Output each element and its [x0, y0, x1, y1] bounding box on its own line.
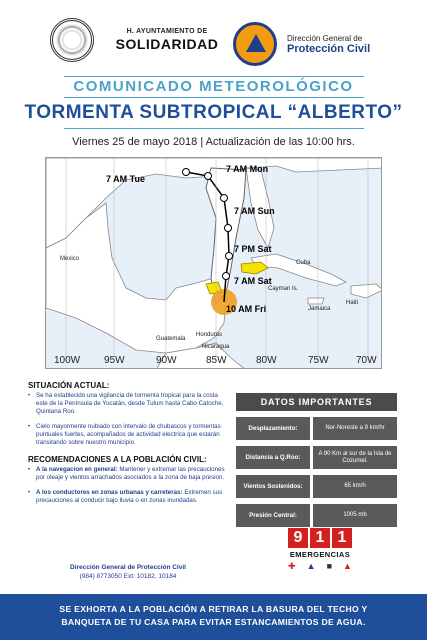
axis-tick-label: 85W [206, 355, 227, 366]
ayuntamiento-line1: H. AYUNTAMIENTO DE [126, 28, 208, 35]
track-label: 7 AM Sat [234, 276, 272, 286]
emergency-digits [288, 528, 352, 548]
track-label: 7 AM Tue [106, 174, 146, 184]
track-label: 7 AM Mon [226, 164, 269, 174]
table-row [236, 475, 397, 498]
list-item: • Se ha establecido una vigilancia de tormenta tropical para la costa este de la Península de Yucatán, desde Tulum hasta Cabo Catoche, Quintana Roo. [28, 392, 228, 417]
track-label: 7 PM Sat [234, 244, 272, 254]
header-logos [0, 8, 427, 68]
dgpc-line1: Dirección General de [287, 34, 363, 43]
recomendacion-lead: A la navegacion en general: [36, 466, 118, 474]
recomendaciones-title: RECOMENDACIONES A LA POBLACIÓN CIVIL: [28, 455, 207, 465]
emergencias-label: EMERGENCIAS [289, 550, 351, 559]
place-label: Nicaragua [202, 344, 230, 350]
storm-title: TORMENTA SUBTROPICAL “ALBERTO” [24, 102, 403, 123]
axis-tick-label: 70W [356, 355, 377, 366]
axis-tick-label: 80W [256, 355, 277, 366]
banner-line1: SE EXHORTA A LA POBLACIÓN A RETIRAR LA BASURA DEL TECHO Y [59, 604, 368, 614]
emergencias-911-logo [288, 528, 352, 572]
list-item: • A la navegacion en general: Mantener y extremar las precauciones por oleaje y vientos arrachados asociados a la zona de baja presion. [28, 466, 225, 482]
banner-line2: BANQUETA DE TU CASA PARA EVITAR ESTANCAMIENTOS DE AGUA. [61, 617, 366, 627]
police-cap-icon: ▲ [306, 561, 316, 571]
contact-name: Dirección General de Protección Civil [70, 564, 186, 571]
dgpc-logo-text [287, 34, 370, 55]
emergency-digit: 1 [332, 528, 352, 548]
recomendacion-lead: A los conductores en zonas urbanas y carreteras: [36, 488, 183, 496]
date-line: Viernes 25 de mayo 2018 | Actualización de las 10:00 hrs. [72, 136, 355, 148]
situacion-text: Se ha establecido una vigilancia de tormenta tropical para la costa este de la Península de Yucatán, desde Tulum hasta Cabo Catoche, Quintana Roo. [36, 392, 224, 416]
axis-tick-label: 100W [54, 355, 81, 366]
datos-value: 1005 mb [313, 504, 397, 527]
red-cross-icon: ✚ [288, 561, 296, 571]
table-row [236, 504, 397, 527]
ayuntamiento-logo [112, 28, 222, 52]
footer-banner [0, 594, 427, 640]
divider [64, 128, 364, 129]
list-item: • Cielo mayormente nublado con intervalo de chubascos y tormentas puntuales fuertes, acompañados de actividad electrica que estarán transitando sobre nuestro municipio. [28, 423, 228, 448]
contact-phone: (984) 8773050 Ext: 10182, 10184 [79, 573, 177, 580]
datos-key: Vientos Sostenidos: [236, 475, 310, 498]
table-row [236, 417, 397, 440]
place-label: Guatemala [156, 336, 186, 342]
datos-value: 65 km/h [313, 475, 397, 498]
axis-tick-label: 90W [156, 355, 177, 366]
axis-tick-label: 75W [308, 355, 329, 366]
axis-tick-label: 95W [104, 355, 125, 366]
fire-icon: ▲ [343, 561, 352, 571]
place-label: Jamaica [308, 306, 331, 312]
table-row [236, 446, 397, 469]
dgpc-line2: Protección Civil [287, 43, 371, 55]
divider [64, 97, 364, 98]
ayuntamiento-line2: SOLIDARIDAD [115, 36, 219, 52]
datos-key: Presión Central: [236, 504, 310, 527]
storm-track-map [45, 157, 382, 369]
track-label: 10 AM Fri [226, 304, 267, 314]
situacion-text: Cielo mayormente nublado con intervalo de chubascos y tormentas puntuales fuertes, acompañados de actividad electrica que estarán transitando sobre nuestro municipio. [36, 422, 221, 447]
municipal-seal-icon [50, 18, 94, 62]
info-column [28, 381, 228, 505]
datos-key: Desplazamiento: [236, 417, 310, 440]
place-label: Cayman Is. [268, 286, 299, 292]
emergency-digit: 9 [288, 528, 308, 548]
datos-value: A 90 Km al sur de la Isla de Cozumel. [313, 446, 397, 469]
place-label: Mexico [60, 256, 80, 262]
contact-info [28, 563, 228, 581]
ambulance-icon: ■ [326, 561, 332, 571]
place-label: Honduras [196, 332, 223, 338]
situacion-title: SITUACIÓN ACTUAL: [28, 381, 110, 390]
place-label: Cuba [296, 260, 311, 266]
datos-key: Distancia a Q.Roo: [236, 446, 310, 469]
comunicado-title: COMUNICADO METEOROLÓGICO [73, 78, 354, 95]
datos-value: Nor-Noreste a 9 km/hr [313, 417, 397, 440]
emergency-digit: 1 [310, 528, 330, 548]
list-item: • A los conductores en zonas urbanas y carreteras: Extremen sus precauciones al conducir bajo lluvia o en zonas inundadas. [28, 488, 223, 504]
divider [64, 76, 364, 77]
recomendacion-text: Extremen sus precauciones al conducir bajo lluvia o en zonas inundadas. [36, 488, 223, 504]
datos-title: DATOS IMPORTANTES [236, 393, 397, 411]
datos-importantes-panel [236, 393, 397, 527]
proteccion-civil-logo-icon [233, 22, 277, 66]
place-label: Haiti [346, 300, 359, 306]
recomendacion-text: Mantener y extremar las precauciones por oleaje y vientos arrachados asociados a la zona de baja presion. [36, 466, 225, 482]
track-label: 7 AM Sun [234, 206, 275, 216]
emergency-icons [288, 561, 352, 572]
